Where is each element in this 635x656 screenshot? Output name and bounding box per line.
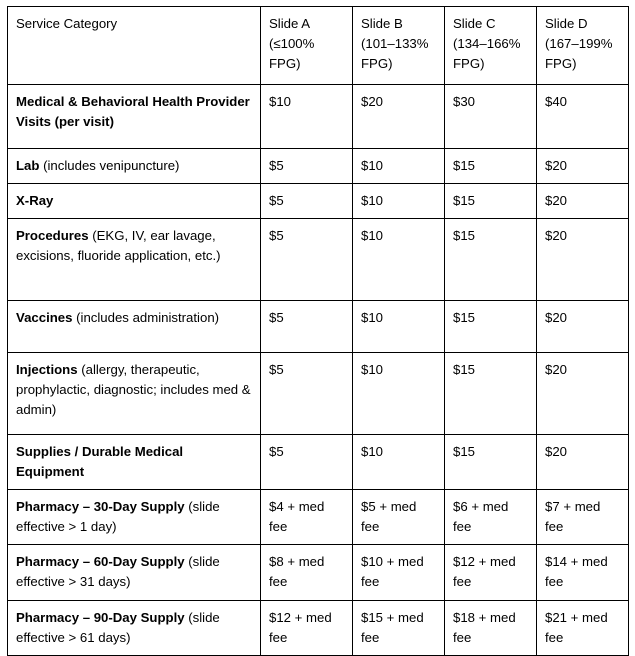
service-description: (slide effective > 31 days) (16, 554, 220, 590)
price-cell-slide-d: $40 (537, 85, 629, 149)
service-name: Pharmacy – 60-Day Supply (16, 554, 189, 570)
table-row (8, 301, 629, 353)
column-header-line: (101–133% (361, 36, 429, 52)
price-cell-slide-b: $15 + med fee (353, 600, 445, 655)
column-header-line: (≤100% (269, 36, 315, 52)
price-cell-slide-d: $20 (537, 301, 629, 353)
price-cell-slide-c: $15 (445, 301, 537, 353)
table-header (8, 7, 629, 85)
table-row (8, 85, 629, 149)
service-category-cell (8, 490, 261, 545)
service-description: (EKG, IV, ear lavage, excisions, fluoride application, etc.) (16, 228, 221, 264)
price-cell-slide-d: $7 + med fee (537, 490, 629, 545)
price-cell-slide-a: $5 (261, 184, 353, 219)
price-cell-slide-d: $21 + med fee (537, 600, 629, 655)
column-header-line: Slide A (269, 16, 311, 31)
price-cell-slide-d: $20 (537, 219, 629, 301)
service-description: (slide effective > 1 day) (16, 499, 220, 535)
price-cell-slide-c: $15 (445, 353, 537, 435)
table-row (8, 353, 629, 435)
column-header-line: FPG) (453, 56, 485, 72)
price-cell-slide-a: $8 + med fee (261, 545, 353, 600)
column-header-line: Slide C (453, 16, 496, 31)
price-cell-slide-a: $5 (261, 301, 353, 353)
service-category-cell (8, 353, 261, 435)
price-cell-slide-c: $15 (445, 435, 537, 490)
table-row (8, 149, 629, 184)
service-category-cell (8, 600, 261, 655)
price-cell-slide-c: $15 (445, 219, 537, 301)
service-category-cell (8, 184, 261, 219)
price-cell-slide-a: $5 (261, 435, 353, 490)
price-cell-slide-d: $20 (537, 353, 629, 435)
service-name: X-Ray (16, 193, 54, 209)
price-cell-slide-d: $14 + med fee (537, 545, 629, 600)
column-header-line: (134–166% (453, 36, 521, 52)
column-header-slide-b (353, 7, 445, 85)
price-cell-slide-a: $10 (261, 85, 353, 149)
service-name: Injections (16, 362, 82, 378)
price-cell-slide-a: $12 + med fee (261, 600, 353, 655)
table-row (8, 435, 629, 490)
column-header-line: FPG) (545, 56, 577, 72)
price-cell-slide-b: $10 (353, 435, 445, 490)
price-cell-slide-b: $10 + med fee (353, 545, 445, 600)
price-cell-slide-a: $4 + med fee (261, 490, 353, 545)
price-cell-slide-b: $10 (353, 353, 445, 435)
price-cell-slide-c: $12 + med fee (445, 545, 537, 600)
price-cell-slide-d: $20 (537, 184, 629, 219)
price-cell-slide-b: $10 (353, 184, 445, 219)
column-header-line: Slide D (545, 16, 588, 31)
price-cell-slide-c: $15 (445, 149, 537, 184)
price-cell-slide-c: $18 + med fee (445, 600, 537, 655)
service-description: (includes administration) (76, 310, 220, 326)
column-header-slide-c (445, 7, 537, 85)
service-category-cell (8, 301, 261, 353)
price-cell-slide-d: $20 (537, 149, 629, 184)
column-header-line: FPG) (269, 56, 301, 72)
column-header-slide-a (261, 7, 353, 85)
service-name: Procedures (16, 228, 93, 244)
service-name: Vaccines (16, 310, 77, 326)
price-cell-slide-c: $30 (445, 85, 537, 149)
service-name: Pharmacy – 90-Day Supply (16, 609, 189, 625)
price-cell-slide-d: $20 (537, 435, 629, 490)
price-cell-slide-b: $10 (353, 149, 445, 184)
table-row (8, 490, 629, 545)
column-header-line: Service Category (16, 16, 118, 31)
price-cell-slide-b: $20 (353, 85, 445, 149)
service-name: Lab (16, 158, 44, 173)
price-cell-slide-c: $6 + med fee (445, 490, 537, 545)
service-name: Pharmacy – 30-Day Supply (16, 499, 189, 515)
sliding-fee-schedule-table (7, 6, 629, 656)
price-cell-slide-a: $5 (261, 149, 353, 184)
service-description: (slide effective > 61 days) (16, 609, 220, 645)
table-row (8, 600, 629, 655)
price-cell-slide-b: $5 + med fee (353, 490, 445, 545)
service-category-cell (8, 85, 261, 149)
service-name: Medical & Behavioral Health Provider Visits (per visit) (16, 94, 250, 130)
service-category-cell (8, 435, 261, 490)
service-description: (includes venipuncture) (43, 158, 180, 173)
price-cell-slide-c: $15 (445, 184, 537, 219)
table-row (8, 184, 629, 219)
price-cell-slide-b: $10 (353, 219, 445, 301)
column-header-slide-d (537, 7, 629, 85)
column-header-line: (167–199% (545, 36, 613, 52)
table-row (8, 219, 629, 301)
service-category-cell (8, 149, 261, 184)
header-row (8, 7, 629, 85)
service-name: Supplies / Durable Medical Equipment (16, 444, 184, 480)
service-description: (allergy, therapeutic, prophylactic, diagnostic; includes med & admin) (16, 362, 251, 418)
table-row (8, 545, 629, 600)
service-category-cell (8, 219, 261, 301)
price-cell-slide-a: $5 (261, 219, 353, 301)
column-header-line: Slide B (361, 16, 403, 31)
price-cell-slide-a: $5 (261, 353, 353, 435)
price-cell-slide-b: $10 (353, 301, 445, 353)
table-body (8, 85, 629, 656)
column-header-line: FPG) (361, 56, 393, 72)
column-header-service-category (8, 7, 261, 85)
service-category-cell (8, 545, 261, 600)
